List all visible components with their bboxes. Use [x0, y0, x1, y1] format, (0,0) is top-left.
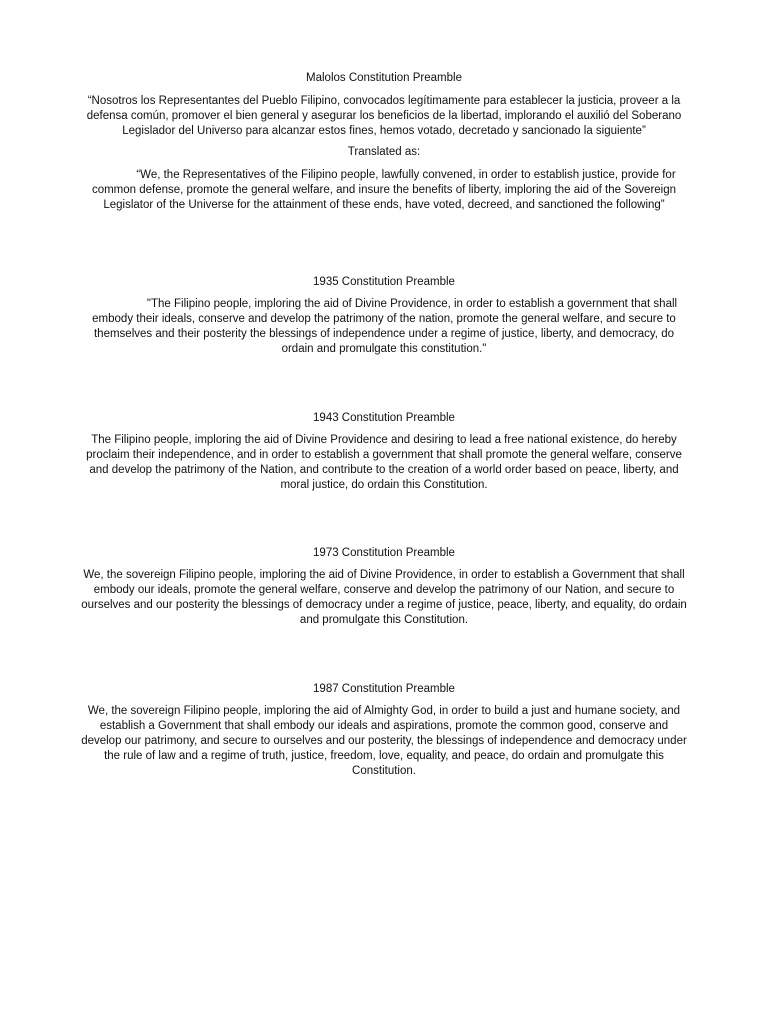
constitution-1935-heading: 1935 Constitution Preamble	[313, 276, 455, 288]
constitution-1987-section	[80, 682, 688, 779]
constitution-1935-text: "The Filipino people, imploring the aid of Divine Providence, in order to establish a government that shall embody their ideals, conserve and develop the patrimony of the nation, promote the general welfare, and secure to themselves and their posterity the blessings of independence under a regime of justice, liberty, and democracy, do ordain and promulgate this constitution."	[92, 298, 678, 355]
constitution-1987-text: We, the sovereign Filipino people, imploring the aid of Almighty God, in order to build a just and humane society, and establish a Government that shall embody our ideals and aspirations, promote the common good, conserve and develop our patrimony, and secure to ourselves and our posterity, the blessings of independence and democracy under the rule of law and a regime of truth, justice, freedom, love, equality, and peace, do ordain and promulgate this Constitution.	[81, 705, 687, 777]
constitution-1943-heading: 1943 Constitution Preamble	[313, 412, 455, 424]
constitution-1943-text: The Filipino people, imploring the aid of Divine Providence and desiring to lead a free national existence, do hereby proclaim their independence, and in order to establish a government that shall promote the general welfare, conserve and develop the patrimony of the Nation, and contribute to the creation of a world order based on peace, liberty, and moral justice, do ordain this Constitution.	[86, 434, 682, 491]
constitution-1935-section	[80, 275, 688, 357]
constitution-1943-section	[80, 411, 688, 493]
malolos-spanish-text: “Nosotros los Representantes del Pueblo Filipino, convocados legítimamente para establecer la justicia, proveer a la defensa común, promover el bien general y asegurar los beneficios de la libertad, implorando el auxilió del Soberano Legislador del Universo para alcanzar estos fines, hemos votado, decretado y sancionado la siguiente”	[86, 95, 682, 137]
constitution-1973-section	[80, 546, 688, 628]
constitution-1987-heading: 1987 Constitution Preamble	[313, 683, 455, 695]
malolos-english-text: “We, the Representatives of the Filipino people, lawfully convened, in order to establish justice, provide for common defense, promote the general welfare, and insure the benefits of liberty, imploring the aid of the Sovereign Legislator of the Universe for the attainment of these ends, have voted, decreed, and sanctioned the following”	[91, 169, 677, 211]
malolos-heading: Malolos Constitution Preamble	[306, 72, 462, 84]
constitution-1973-text: We, the sovereign Filipino people, imploring the aid of Divine Providence, in order to establish a Government that shall embody our ideals, promote the general welfare, conserve and develop the patrimony of our Nation, and secure to ourselves and our posterity the blessings of democracy under a regime of justice, peace, liberty, and equality, do ordain and promulgate this Constitution.	[81, 569, 687, 626]
translated-label: Translated as:	[347, 146, 421, 158]
constitution-1973-heading: 1973 Constitution Preamble	[313, 547, 455, 559]
malolos-section	[80, 71, 688, 213]
